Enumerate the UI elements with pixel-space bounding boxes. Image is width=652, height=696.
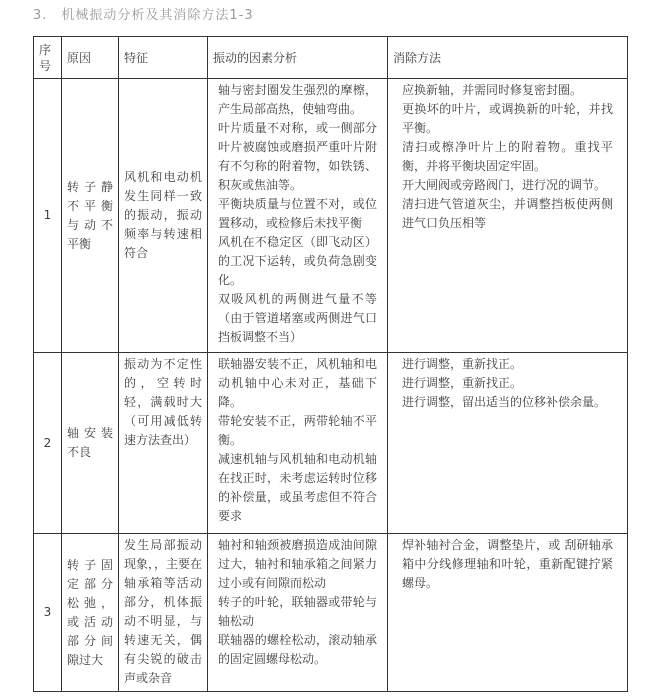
solution-paragraph: 开大闸阀或旁路阀门，进行况的调节。 bbox=[402, 178, 607, 192]
col-header-feature: 特征 bbox=[119, 37, 208, 79]
solution-paragraph: 更换坏的叶片，或调换新的叶轮，并找平衡。 bbox=[402, 102, 613, 135]
analysis-paragraph: 轴与密封圈发生强烈的摩檫，产生局部高热，使轴弯曲。 bbox=[218, 83, 377, 116]
cell-row-number: 3 bbox=[34, 534, 62, 692]
vibration-analysis-table bbox=[33, 36, 628, 692]
col-header-analysis: 振动的因素分析 bbox=[208, 37, 388, 79]
solution-paragraph: 清扫进气管道灰尘，并调整挡板使两侧进气口负压相等 bbox=[402, 197, 613, 230]
cell-analysis bbox=[208, 534, 388, 692]
analysis-paragraph: 转子的叶轮，联轴器或带轮与轴松动 bbox=[218, 595, 377, 628]
solution-paragraph: 进行调整，重新找正。 bbox=[402, 357, 523, 371]
cell-cause: 转子固定部分松弛，或活动部分间隙过大 bbox=[62, 534, 119, 692]
table-row bbox=[34, 353, 628, 534]
solution-paragraph: 进行调整，重新找正。 bbox=[402, 376, 523, 390]
page-title: 3. 机械振动分析及其消除方法1-3 bbox=[33, 8, 254, 23]
cell-analysis bbox=[208, 353, 388, 534]
cell-feature: 振动为不定性的，空转时轻，满载时大（可用减低转速方法查出） bbox=[119, 353, 208, 534]
cell-row-number: 2 bbox=[34, 353, 62, 534]
cell-solution bbox=[388, 79, 628, 353]
cell-feature: 发生局部振动现象，，主要在轴承箱等活动部分，机体振动不明显，与转速无关，偶有尖锐的破击声或杂音 bbox=[119, 534, 208, 692]
cell-solution bbox=[388, 534, 628, 692]
cell-feature: 风机和电动机发生同样一致的振动，振动频率与转速相符合 bbox=[119, 79, 208, 353]
cell-cause: 转子静不平衡与动不平衡 bbox=[62, 79, 119, 353]
analysis-paragraph: 平衡块质量与位置不对，或位置移动，或检修后未找平衡 bbox=[218, 197, 377, 230]
table-row bbox=[34, 79, 628, 353]
analysis-paragraph: 带轮安装不正，两带轮轴不平衡。 bbox=[218, 414, 377, 447]
cell-cause: 轴安装不良 bbox=[62, 353, 119, 534]
cell-analysis bbox=[208, 79, 388, 353]
cell-row-number: 1 bbox=[34, 79, 62, 353]
col-header-solution: 消除方法 bbox=[388, 37, 628, 79]
analysis-paragraph: 风机在不稳定区（即飞动区）的工况下运转，或负荷急剧变化。 bbox=[218, 235, 377, 287]
solution-paragraph: 进行调整，留出适当的位移补偿余量。 bbox=[402, 395, 607, 409]
analysis-paragraph: 减速机轴与风机轴和电动机轴在找正时，未考虑运转时位移的补偿量，或虽考虑但不符合要求 bbox=[218, 452, 377, 523]
analysis-paragraph: 轴衬和轴颈被磨损造成油间隙过大，轴衬和轴承箱之间紧力过小或有间隙而松动 bbox=[218, 538, 377, 590]
analysis-paragraph: 双吸风机的两侧进气量不等（由于管道堵塞或两侧进气口挡板调整不当） bbox=[218, 292, 377, 344]
col-header-cause: 原因 bbox=[62, 37, 119, 79]
header-row bbox=[34, 37, 628, 79]
analysis-paragraph: 叶片质量不对称，或一侧部分叶片被腐蚀或磨损严重叶片附有不匀称的附着物，如铁锈、积灰或焦油等。 bbox=[218, 121, 377, 192]
analysis-paragraph: 联轴器安装不正，风机轴和电动机轴中心未对正，基础下降。 bbox=[218, 357, 377, 409]
solution-paragraph: 清扫或檫净叶片上的附着物。重找平衡，并将平衡块固定牢固。 bbox=[402, 140, 613, 173]
analysis-paragraph: 联轴器的螺栓松动，滚动轴承的固定圆螺母松动。 bbox=[218, 633, 377, 666]
solution-paragraph: 焊补轴衬合金，调整垫片，或 刮研轴承箱中分线修理轴和叶轮，重新配键拧紧螺母。 bbox=[402, 538, 613, 590]
table-row bbox=[34, 534, 628, 692]
solution-paragraph: 应换新轴，并需同时修复密封圈。 bbox=[402, 83, 583, 97]
cell-solution bbox=[388, 353, 628, 534]
col-header-no: 序号 bbox=[34, 37, 62, 79]
